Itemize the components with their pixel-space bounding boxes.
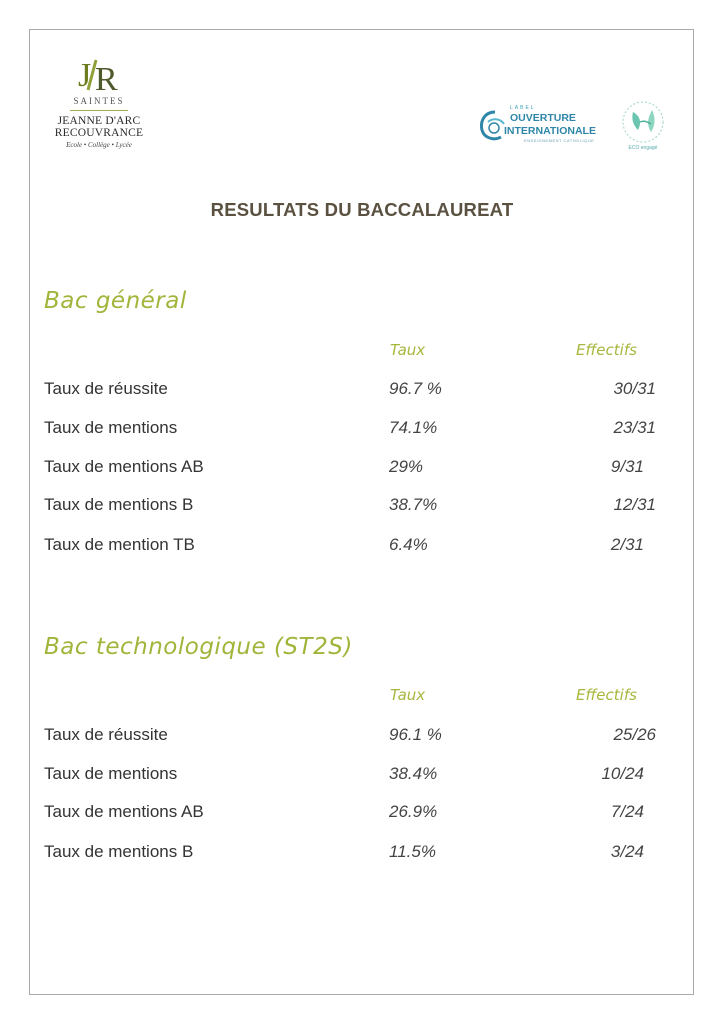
row-effectifs: 23/31 (613, 418, 656, 437)
row-taux: 96.1 % (389, 725, 442, 744)
row-effectifs: 9/31 (610, 457, 644, 476)
eco-engage-text: ECO engagé (628, 145, 658, 151)
document-title: RESULTATS DU BACCALAUREAT (210, 199, 514, 220)
logo-name-line1: JEANNE D'ARC (57, 115, 141, 127)
label-line3: ENSEIGNEMENT CATHOLIQUE (524, 138, 595, 143)
row-effectifs: 2/31 (610, 535, 644, 554)
row-taux: 38.7% (389, 495, 438, 514)
row-taux: 11.5% (389, 842, 436, 861)
logo-divider (70, 110, 128, 111)
row-taux: 6.4% (389, 535, 428, 554)
row-label: Taux de mention TB (44, 535, 195, 554)
eco-engage-logo (614, 100, 672, 158)
eco-leaf-icon (618, 100, 668, 144)
row-label: Taux de mentions AB (44, 457, 204, 476)
row-label: Taux de mentions (44, 764, 178, 783)
logo-city: SAINTES (73, 96, 125, 106)
column-header-taux: Taux (390, 686, 426, 704)
row-label: Taux de mentions B (44, 842, 194, 861)
row-label: Taux de mentions B (44, 495, 194, 514)
row-taux: 96.7 % (389, 379, 442, 398)
label-ouverture-logo (478, 104, 612, 148)
row-effectifs: 3/24 (610, 842, 644, 861)
logo-name-line2: RECOUVRANCE (54, 127, 144, 139)
row-effectifs: 7/24 (610, 802, 644, 821)
row-effectifs: 12/31 (613, 495, 656, 514)
row-effectifs: 30/31 (613, 379, 656, 398)
section-title-bac-technologique: Bac technologique (ST2S) (44, 634, 353, 660)
label-small-text: LABEL (510, 105, 536, 111)
row-taux: 26.9% (389, 802, 438, 821)
column-header-effectifs: Effectifs (576, 341, 637, 359)
jar-monogram-icon (75, 52, 123, 94)
svg-text:R: R (95, 61, 118, 94)
label-line1: OUVERTURE (510, 112, 576, 124)
row-effectifs: 10/24 (601, 764, 644, 783)
row-taux: 74.1% (389, 418, 438, 437)
section-title-bac-general: Bac général (44, 288, 187, 314)
row-label: Taux de réussite (44, 379, 168, 398)
row-label: Taux de réussite (44, 725, 168, 744)
row-effectifs: 25/26 (613, 725, 656, 744)
column-header-effectifs: Effectifs (576, 686, 637, 704)
column-header-taux: Taux (390, 341, 426, 359)
school-logo (48, 52, 150, 149)
label-line2: INTERNATIONALE (504, 125, 596, 137)
row-taux: 29% (389, 457, 424, 476)
row-label: Taux de mentions AB (44, 802, 204, 821)
logo-tagline: Ecole • Collège • Lycée (66, 141, 132, 149)
svg-text:J: J (78, 57, 92, 94)
row-taux: 38.4% (389, 764, 438, 783)
row-label: Taux de mentions (44, 418, 178, 437)
